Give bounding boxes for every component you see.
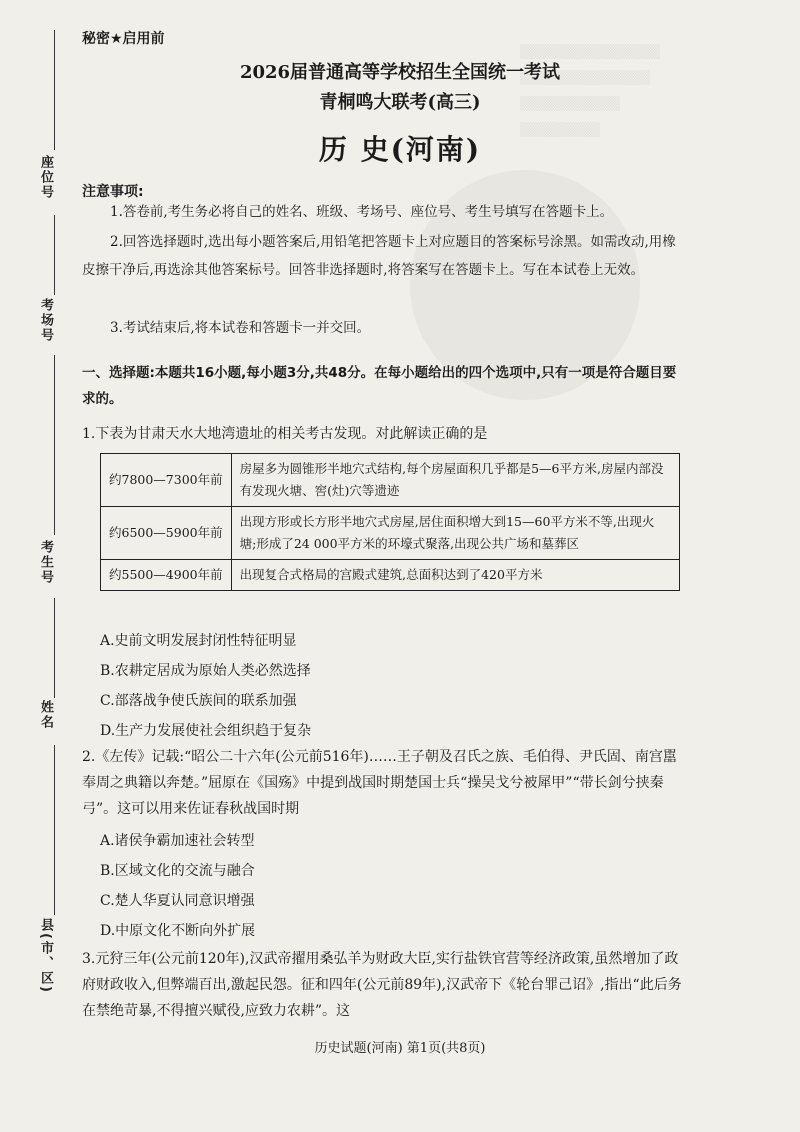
q1-option-b[interactable]: B.农耕定居成为原始人类必然选择 xyxy=(100,663,311,679)
seat-number-label: 座位号 xyxy=(38,155,53,200)
q2-option-d[interactable]: D.中原文化不断向外扩展 xyxy=(100,923,256,939)
period-cell: 约6500—5900年前 xyxy=(101,507,232,560)
exam-id-label: 考生号 xyxy=(38,540,53,585)
name-label: 姓名 xyxy=(38,700,53,730)
q1-option-a[interactable]: A.史前文明发展封闭性特征明显 xyxy=(100,633,297,649)
q3-stem: 3.元狩三年(公元前120年),汉武帝擢用桑弘羊为财政大臣,实行盐铁官营等经济政策,虽然增加了政府财政收入,但弊端百出,激起民怨。征和四年(公元前89年),汉武帝下《轮台罪己诏》,指出“此后务在禁绝苛暴,不得擅兴赋役,应致力农耕”。这 xyxy=(82,951,682,1019)
notice-item-1: 1.答卷前,考生务必将自己的姓名、班级、考场号、座位号、考生号填写在答题卡上。 xyxy=(110,204,614,220)
period-cell: 约7800—7300年前 xyxy=(101,454,232,507)
q2-stem: 2.《左传》记载:“昭公二十六年(公元前516年)……王子朝及召氏之族、毛伯得、尹氏固、南宫嚚奉周之典籍以奔楚。”屈原在《国殇》中提到战国时期楚国士兵“操吴戈兮被犀甲”“带长剑兮挟秦弓”。这可以用来佐证春秋战国时期 xyxy=(82,749,677,817)
table-row xyxy=(101,507,680,560)
page-footer: 历史试题(河南) 第1页(共8页) xyxy=(314,1041,486,1056)
margin-line-3 xyxy=(54,355,55,535)
exam-subtitle: 青桐鸣大联考(高三) xyxy=(319,92,481,113)
section-one-heading: 一、选择题:本题共16小题,每小题3分,共48分。在每小题给出的四个选项中,只有一项是符合题目要求的。 xyxy=(82,365,677,407)
q1-option-c[interactable]: C.部落战争使氏族间的联系加强 xyxy=(100,693,297,709)
content-cell: 房屋多为圆锥形半地穴式结构,每个房屋面积几乎都是5—6平方米,房屋内部没有发现火塘、窖(灶)穴等遗迹 xyxy=(231,454,679,507)
q2-option-b[interactable]: B.区域文化的交流与融合 xyxy=(100,863,255,879)
q1-stem: 1.下表为甘肃天水大地湾遗址的相关考古发现。对此解读正确的是 xyxy=(82,426,488,442)
secret-mark: 秘密★启用前 xyxy=(82,31,165,47)
notice-item-2: 2.回答选择题时,选出每小题答案后,用铅笔把答题卡上对应题目的答案标号涂黑。如需改动,用橡皮擦干净后,再选涂其他答案标号。回答非选择题时,将答案写在答题卡上。写在本试卷上无效。 xyxy=(82,234,676,278)
content-cell: 出现复合式格局的宫殿式建筑,总面积达到了420平方米 xyxy=(231,560,679,591)
subject-title: 历 史(河南) xyxy=(318,133,482,166)
table-row xyxy=(101,560,680,591)
q2-option-a[interactable]: A.诸侯争霸加速社会转型 xyxy=(100,833,255,849)
margin-line-2 xyxy=(54,215,55,295)
county-label: 县(市、区) xyxy=(38,918,53,994)
bleed-through-text: ▒▒▒▒▒▒▒▒▒▒▒▒▒▒ ▒▒▒▒▒▒▒▒▒▒▒▒▒ ▒▒▒▒▒▒▒▒▒▒ ▒▒▒▒▒▒▒▒ xyxy=(520,45,660,138)
q1-option-d[interactable]: D.生产力发展使社会组织趋于复杂 xyxy=(100,723,312,739)
content-cell: 出现方形或长方形半地穴式房屋,居住面积增大到15—60平方米不等,出现火塘;形成了24 000平方米的环壕式聚落,出现公共广场和墓葬区 xyxy=(231,507,679,560)
notice-item-3: 3.考试结束后,将本试卷和答题卡一并交回。 xyxy=(110,320,371,336)
q2-option-c[interactable]: C.楚人华夏认同意识增强 xyxy=(100,893,255,909)
margin-line-4 xyxy=(54,598,55,698)
notice-title: 注意事项: xyxy=(82,184,144,200)
exam-title: 2026届普通高等学校招生全国统一考试 xyxy=(239,62,561,83)
period-cell: 约5500—4900年前 xyxy=(101,560,232,591)
q1-table xyxy=(100,453,680,591)
margin-line-5 xyxy=(54,745,55,915)
exam-room-label: 考场号 xyxy=(38,298,53,343)
table-row xyxy=(101,454,680,507)
